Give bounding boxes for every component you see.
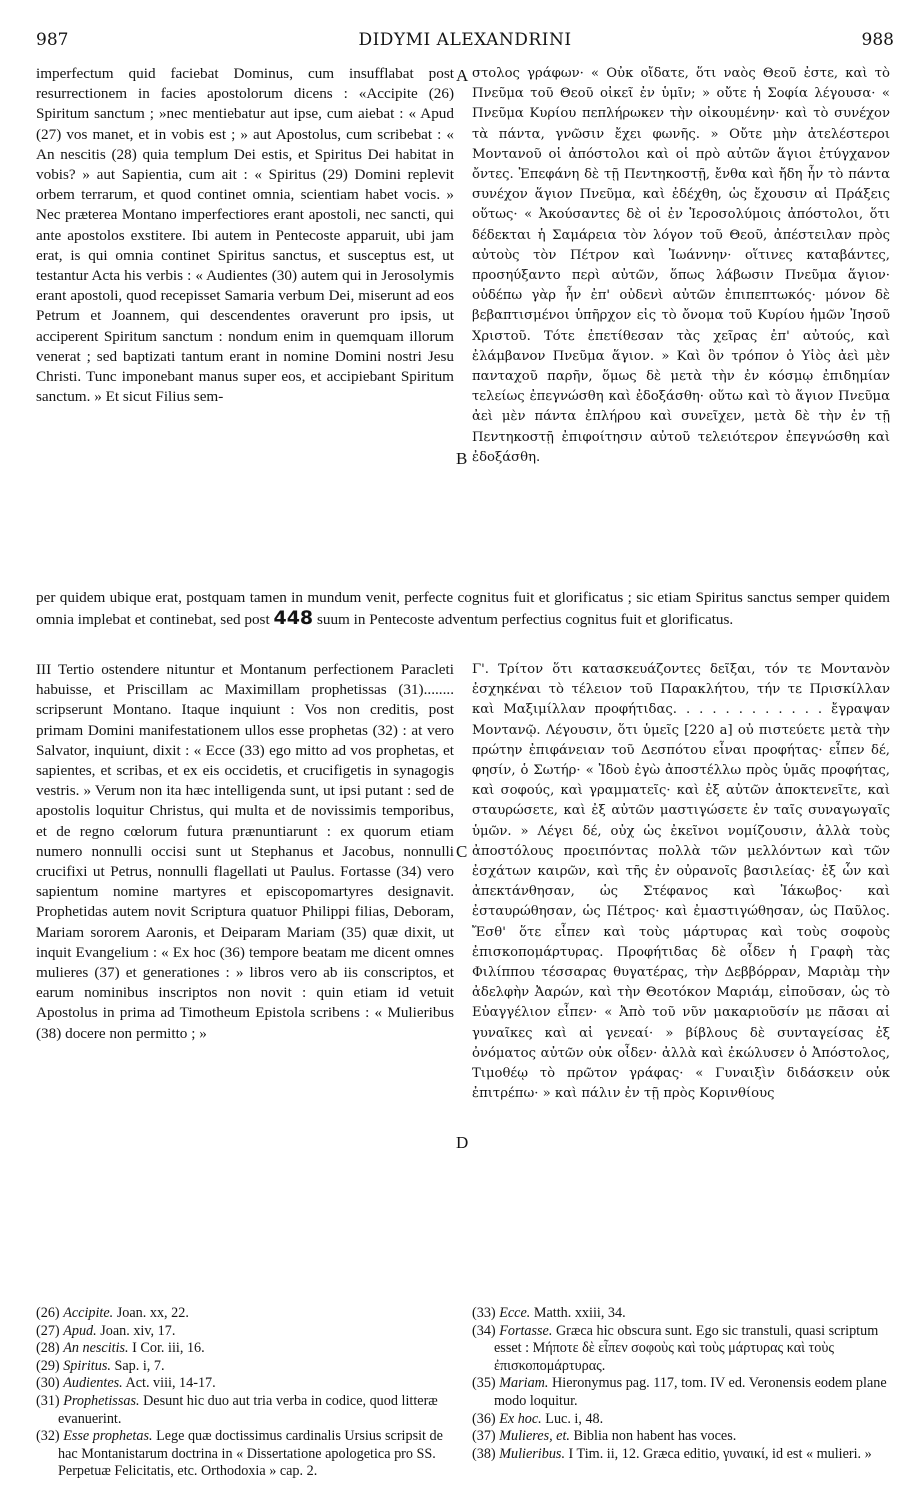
margin-marker-a: A	[456, 66, 469, 85]
footnote-number: (31)	[36, 1392, 60, 1409]
footnote	[472, 1428, 890, 1446]
footnote-text: Act. viii, 14-17.	[125, 1375, 216, 1392]
footnote	[472, 1305, 890, 1323]
footnote	[36, 1428, 456, 1481]
footnote-number: (32)	[36, 1428, 60, 1445]
footnote-lemma: An nescitis.	[63, 1340, 129, 1357]
footnote-number: (28)	[36, 1340, 60, 1357]
left-page-number: 987	[36, 30, 69, 50]
footnote-text: Sap. i, 7.	[114, 1357, 165, 1374]
footnote-text: Græca hic obscura sunt. Ego sic transtuli, quasi scriptum esset : Μήποτε δὲ εἶπεν σοφοὺς καὶ τοὺς μάρτυρας καὶ τοὺς ἐπισκοπομάρτυρας.	[494, 1322, 879, 1374]
footnote-number: (26)	[36, 1305, 60, 1321]
footnote-text: Joan. xiv, 17.	[100, 1322, 176, 1339]
fullwidth-latin-continuation	[36, 588, 890, 630]
footnote-lemma: Mulieres, et.	[499, 1428, 570, 1445]
greek-column-section-2	[472, 660, 890, 1104]
footnotes-left	[36, 1305, 456, 1481]
footnote	[36, 1323, 456, 1341]
footnote-lemma: Ecce.	[499, 1305, 531, 1321]
footnote-lemma: Esse prophetas.	[63, 1428, 153, 1445]
footnote	[472, 1446, 890, 1464]
footnote-number: (30)	[36, 1375, 60, 1392]
greek-column-section-1	[472, 64, 890, 468]
footnote-lemma: Spiritus.	[63, 1357, 111, 1374]
footnote-lemma: Mulieribus.	[499, 1445, 565, 1462]
fullwidth-text-before: per quidem ubique erat, postquam tamen in mundum venit, perfecte cognitus fuit et glorificatus ; sic etiam Spiritus sanctus semper quidem omnia implebat et continebat, sed post	[36, 589, 890, 629]
footnote	[36, 1340, 456, 1358]
footnote-number: (29)	[36, 1357, 60, 1374]
margin-marker-c: C	[456, 842, 468, 861]
margin-marker-d: D	[456, 1133, 469, 1152]
running-title: DIDYMI ALEXANDRINI	[358, 30, 572, 50]
latin-column-section-2	[36, 660, 454, 1044]
footnote-text: Desunt hic duo aut tria verba in codice, quod litteræ evanuerint.	[58, 1392, 438, 1427]
footnote-text: Hieronymus pag. 117, tom. IV ed. Veronensis eodem plane modo loquitur.	[494, 1375, 887, 1409]
footnote-text: Matth. xxiii, 34.	[533, 1305, 626, 1321]
footnote-lemma: Mariam.	[499, 1375, 549, 1392]
footnote-text: I Tim. ii, 12. Græca editio, γυναικί, id est « mulieri. »	[568, 1445, 872, 1462]
footnote-lemma: Ex hoc.	[499, 1410, 542, 1427]
footnote	[36, 1375, 456, 1393]
latin-column-section-1	[36, 64, 454, 407]
footnote-text: Luc. i, 48.	[545, 1410, 604, 1427]
footnote	[472, 1323, 890, 1376]
footnote-number: (38)	[472, 1445, 496, 1462]
footnote-lemma: Fortasse.	[499, 1322, 553, 1339]
footnote	[36, 1393, 456, 1428]
footnotes-right	[472, 1305, 890, 1463]
footnote	[36, 1305, 456, 1323]
footnote-number: (37)	[472, 1428, 496, 1445]
footnote-lemma: Accipite.	[63, 1305, 114, 1321]
footnote-number: (33)	[472, 1305, 496, 1321]
greek-paragraph: Γ'. Τρίτον ὅτι κατασκευάζοντες δεῖξαι, τόν τε Μοντανὸν ἐσχηκέναι τὸ τέλειον τοῦ Παρακλήτου, τήν τε Πρισκίλλαν καὶ Μαξιμίλλαν προφήτιδας. . . . . . . . . . . . ἔγραψαν Μοντανῷ. Λέγουσιν, ὅτι ὑμεῖς [220 a] οὐ πιστεύετε μετὰ τὴν πρώτην ἐπιφάνειαν τοῦ Δεσπότου εἶναι προφήτας· εἶπεν δέ, φησίν, ὁ Σωτήρ· « Ἰδοὺ ἐγὼ ἀποστέλλω πρὸς ὑμᾶς προφήτας, καὶ σοφούς, καὶ γραμματεῖς· καὶ ἐξ αὐτῶν ἀποκτενεῖτε, καὶ σταυρώσετε, καὶ ἐξ αὐτῶν μαστιγώσετε ἐν ταῖς συναγωγαῖς ὑμῶν. » Λέγει δέ, οὐχ ὡς ἐκεῖνοι νομίζουσιν, ἀλλὰ τοὺς ἀποστόλους προειπόντας πολλὰ τῶν μελλόντων καὶ τῶν ἐσχάτων καιρῶν, καὶ τῆς ἐν οὐρανοῖς βασιλείας· ἐξ ὧν καὶ ἀπεκτάνθησαν, ὡς Στέφανος καὶ Ἰάκωβος· καὶ ἐσταυρώθησαν, ὡς Πέτρος· καὶ ἐμαστιγώθησαν, ὡς Παῦλος. Ἔσθ' ὅτε εἶπεν καὶ τοὺς μάρτυρας καὶ τοὺς σοφοὺς ἐπισκοπομάρτυρας. Προφήτιδας δὲ οἶδεν ἡ Γραφὴ τὰς Φιλίππου τέσσαρας θυγατέρας, τὴν Δεββόρραν, Μαριὰμ τὴν ἀδελφὴν Ἀαρών, καὶ τὴν Θεοτόκον Μαριάμ, εἰποῦσαν, ὡς τὸ Εὐαγγέλιον εἶπεν· « Ἀπὸ τοῦ νῦν μακαριοῦσίν με πᾶσαι αἱ γυναῖκες καὶ αἱ γενεαί· » βίβλους δὲ συνταγείσας ἐξ ὀνόματος αὐτῶν οὐκ οἶδεν· ἀλλὰ καὶ ἐκώλυσεν ὁ Ἀπόστολος, Τιμοθέῳ τὸ πρῶτον γράφας· « Γυναιξὶν διδάσκειν οὐκ ἐπιτρέπω· » καὶ πάλιν ἐν τῇ πρὸς Κορινθίους	[472, 662, 890, 1102]
latin-paragraph: III Tertio ostendere nituntur et Montanum perfectionem Paracleti habuisse, et Priscillam ac Maximillam prophetissas (31)........ scripserunt Montano. Itaque inquiunt : Vos non creditis, post primam Domini manifestationem ullos esse prophetas (32) : at vero Salvator, inquiunt, dixit : « Ecce (33) ego mitto ad vos prophetas, et sapientes, et scribas, et ex eis occidetis, et crucifigetis in synagogis vestris. » Verum non ita hæc intelligenda sunt, ut ipsi putant : sed de apostolis loquitur Christus, qui multa et de novissimis temporibus, et de regno cœlorum futura prænuntiarunt : ex quorum etiam numero nonnulli occisi sunt ut Stephanus et Jacobus, nonnulli crucifixi ut Petrus, nonnulli flagellati ut Paulus. Fortasse (34) vero sapientum nomine martyres et episcopomartyres designavit. Prophetidas autem novit Scriptura quatuor Philippi filias, Deboram, Mariam sororem Aaronis, et Deiparam Mariam (35) quæ dixit, ut inquit Evangelium : « Ex hoc (36) tempore beatam me dicent omnes mulieres (37) et generationes : » libros vero ab iis conscriptos, et earum nominibus inscriptos non novit : quin etiam id vetuit Apostolus in prima ad Timotheum Epistola scribens : « Mulieribus (38) docere non permitto ; »	[36, 661, 454, 1042]
footnote-lemma: Apud.	[63, 1322, 97, 1339]
footnote-text: Joan. xx, 22.	[116, 1305, 189, 1321]
footnote-number: (36)	[472, 1410, 496, 1427]
running-header	[36, 30, 894, 56]
greek-paragraph: στολος γράφων· « Οὐκ οἴδατε, ὅτι ναὸς Θεοῦ ἐστε, καὶ τὸ Πνεῦμα τοῦ Θεοῦ οἰκεῖ ἐν ὑμῖν; » οὔτε ἡ Σοφία λέγουσα· « Πνεῦμα Κυρίου πεπλήρωκεν τὴν οἰκουμένην· καὶ τὸ συνέχον τὰ πάντα, γνῶσιν ἔχει φωνῆς. » Οὔτε μὴν ἀτελέστεροι Μοντανοῦ οἱ ἀπόστολοι καὶ οἱ πρὸ αὐτῶν ἅγιοι ἐτύγχανον ὄντες. Ἐπεφάνη δὲ τῇ Πεντηκοστῇ, ἔνθα καὶ ἤδη ἦν τὸ πάντα συνέχον ἅγιον Πνεῦμα, καὶ ἐδέχθη, ὡς ἔχουσιν αἱ Πράξεις οὕτως· « Ἀκούσαντες δὲ οἱ ἐν Ἱεροσολύμοις ἀπόστολοι, ὅτι δέδεκται ἡ Σαμάρεια τὸν λόγον τοῦ Θεοῦ, ἀπέστειλαν πρὸς αὐτοὺς τὸν Πέτρον καὶ Ἰωάννην· οἵτινες καταβάντες, προσηύξαντο περὶ αὐτῶν, ὅπως λάβωσιν Πνεῦμα ἅγιον· οὐδέπω γὰρ ἦν ἐπ' οὐδενὶ αὐτῶν ἐπιπεπτωκός· μόνον δὲ βεβαπτισμένοι ὑπῆρχον εἰς τὸ ὄνομα τοῦ Κυρίου ἡμῶν Ἰησοῦ Χριστοῦ. Τότε ἐπετίθεσαν τὰς χεῖρας ἐπ' αὐτούς, καὶ ἐλάμβανον Πνεῦμα ἅγιον. » Καὶ ὃν τρόπον ὁ Υἱὸς ἀεὶ μὲν πανταχοῦ παρῆν, ὅμως δὲ μετὰ τὴν ἐν κόσμῳ ἐπιδημίαν τελείως ἐπεγνώσθη καὶ ἐδοξάσθη· οὕτω καὶ τὸ ἅγιον Πνεῦμα ἀεὶ μὲν πάντα ἐπλήρου καὶ συνεῖχεν, μετὰ δὲ τὴν ἐν τῇ Πεντηκοστῇ ἐπιφοίτησιν αὐτοῦ τελειότερον ἐπεγνώσθη καὶ ἐδοξάσθη.	[472, 66, 890, 465]
footnote-number: (27)	[36, 1322, 60, 1339]
margin-marker-b: B	[456, 449, 468, 468]
column-number: 448	[273, 607, 314, 630]
footnote-lemma: Prophetissas.	[63, 1392, 140, 1409]
footnote-number: (35)	[472, 1375, 496, 1392]
fullwidth-text-after: suum in Pentecoste adventum perfectius cognitus fuit et glorificatus.	[316, 611, 734, 629]
footnote	[472, 1411, 890, 1429]
footnote-text: Biblia non habent has voces.	[573, 1428, 737, 1445]
footnote-lemma: Audientes.	[63, 1375, 123, 1392]
latin-paragraph: imperfectum quid faciebat Dominus, cum insufflabat post resurrectionem in facies apostolorum dicens : «Accipite (26) Spiritum sanctum ; »nec mentiebatur aut ipse, cum aiebat : « Apud (27) vos manet, et in vobis est ; » aut Apostolus, cum scribebat : « An nescitis (28) quia templum Dei estis, et Spiritus Dei habitat in vobis? » aut Sapientia, cum ait : « Spiritus (29) Domini replevit orbem terrarum, et quod continet omnia, scientiam habet vocis. » Nec præterea Montano imperfectiores erant apostoli, nec sancti, qui ante apostolos exstitere. Ibi autem in Pentecoste apparuit, ubi jam erat, is qui omnia continet Spiritus sanctus, et susceptus est, ut testantur Acta his verbis : « Audientes (30) autem qui in Jerosolymis erant apostoli, quod recepisset Samaria verbum Dei, miserunt ad eos Petrum et Joannem, qui descendentes oraverunt pro ipsis, ut acciperent Spiritum sanctum : nondum enim in quemquam illorum venerat ; sed baptizati tantum erant in nomine Domini nostri Jesu Christi. Tunc imponebant manus super eos, et accipiebant Spiritum sanctum. » Et sicut Filius sem-	[36, 65, 454, 406]
footnote-number: (34)	[472, 1322, 496, 1339]
footnote	[36, 1358, 456, 1376]
right-page-number: 988	[861, 30, 894, 50]
footnote	[472, 1375, 890, 1410]
footnote-text: I Cor. iii, 16.	[132, 1340, 205, 1357]
footnote-text: Lege quæ doctissimus cardinalis Ursius scripsit de hac Montanistarum doctrina in « Dissertatione apologetica pro SS. Perpetuæ Felicitatis, etc. Orthodoxia » cap. 2.	[58, 1428, 443, 1480]
